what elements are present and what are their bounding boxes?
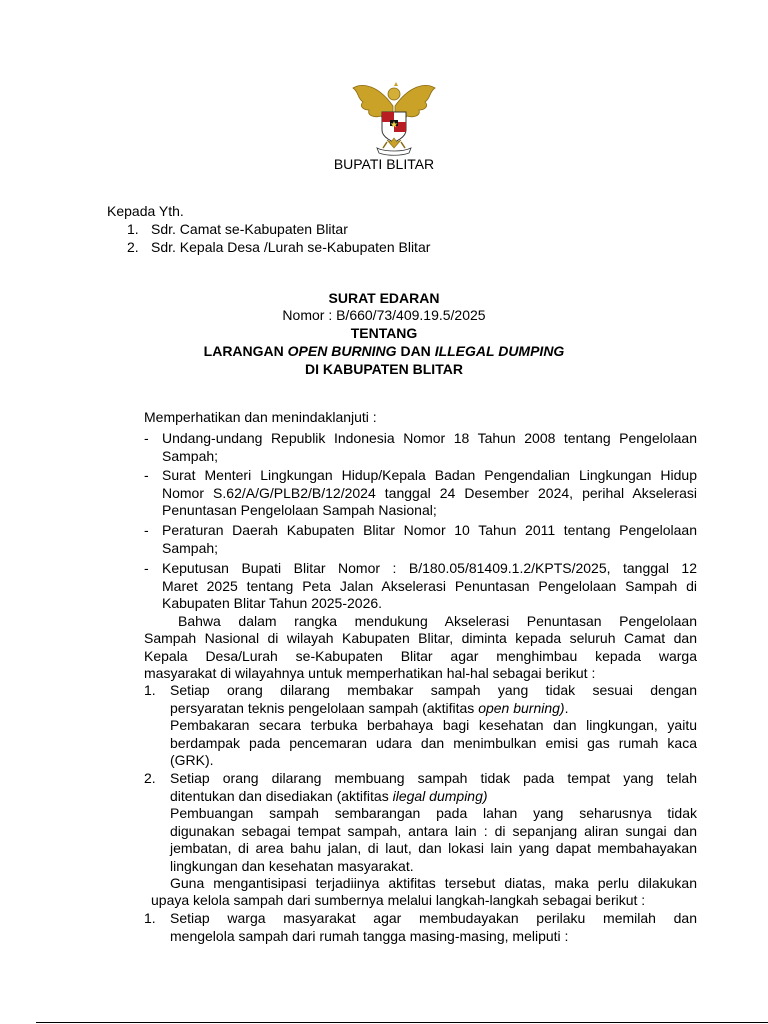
text-line: Bahwa dalam rangka mendukung Akselerasi Penuntasan Pengelolaan [178, 613, 697, 629]
text-line: Sampah Nasional di wilayah Kabupaten Blitar, diminta kepada seluruh Camat dan [144, 630, 697, 646]
page-bottom-rule [36, 1022, 768, 1023]
subject-prefix: LARANGAN [203, 343, 288, 359]
text-line: Surat Menteri Lingkungan Hidup/Kepala Badan Pengendalian Lingkungan Hidup [162, 467, 697, 483]
step-item [170, 910, 697, 945]
document-type: SURAT EDARAN [328, 290, 440, 306]
text-segment: . [564, 699, 569, 716]
text-line: mengelola sampah dari rumah tangga masing-masing, meliputi : [170, 927, 569, 944]
text-segment: persyaratan teknis pengelolaan sampah (aktifitas [170, 699, 479, 716]
bullet-marker: - [144, 467, 149, 483]
intro-text: Memperhatikan dan menindaklanjuti : [144, 409, 377, 425]
text-line: Setiap warga masyarakat agar membudayakan perilaku memilah dan [170, 910, 697, 926]
list-number: 2. [144, 770, 156, 786]
text-line: Sampah; [162, 539, 219, 556]
text-line: Guna mengantisipasi terjadiinya aktifitas tersebut diatas, maka perlu dilakukan [170, 875, 697, 891]
subject-term-open-burning: OPEN BURNING [287, 343, 397, 359]
page-title: BUPATI BLITAR [333, 156, 435, 172]
text-line [170, 700, 697, 718]
text-line: Sampah; [162, 447, 219, 464]
prohibition-item [170, 682, 697, 770]
appeal-paragraph [144, 630, 697, 683]
text-line [170, 788, 697, 806]
bullet-marker: - [144, 430, 149, 446]
consideration-item [162, 560, 697, 613]
text-line: Keputusan Bupati Blitar Nomor : B/180.05/81409.1.2/KPTS/2025, tanggal 12 [162, 560, 697, 576]
bullet-marker: - [144, 560, 149, 576]
term-open-burning: open burning) [478, 699, 565, 716]
text-line: jembatan, di area bahu jalan, di laut, dan lokasi lain yang dapat membahayakan [170, 840, 697, 856]
anticipation-paragraph-cont [151, 892, 697, 910]
text-line: Peraturan Daerah Kabupaten Blitar Nomor 10 Tahun 2011 tentang Pengelolaan [162, 522, 697, 538]
text-line: upaya kelola sampah dari sumbernya melalui langkah-langkah sebagai berikut : [151, 892, 646, 908]
bullet-marker: - [144, 522, 149, 538]
list-number: 1. [144, 682, 156, 698]
term-illegal-dumping: ilegal dumping) [392, 787, 488, 804]
consideration-item [162, 522, 697, 557]
text-line: berdampak pada pencemaran udara dan menimbulkan emisi gas rumah kaca [170, 734, 697, 751]
subject-mid: DAN [396, 343, 435, 359]
addressee-item: Sdr. Camat se-Kabupaten Blitar [151, 221, 348, 237]
document-about: TENTANG [350, 325, 418, 341]
subject-term-illegal-dumping: ILLEGAL DUMPING [434, 343, 565, 359]
text-line: Setiap orang dilarang membuang sampah tidak pada tempat yang telah [170, 770, 697, 786]
text-segment: ditentukan dan disediakan (aktifitas [170, 787, 393, 804]
addressee-number: 1. [127, 221, 139, 237]
addressee-greeting: Kepada Yth. [107, 203, 184, 219]
document-subject [0, 343, 768, 360]
text-line: Pembuangan sampah sembarangan pada lahan yang seharusnya tidak [170, 805, 697, 821]
text-line: Kabupaten Blitar Tahun 2025-2026. [162, 595, 383, 611]
text-line: Penuntasan Pengelolaan Sampah Nasional; [162, 502, 437, 518]
text-line: lingkungan dan kesehatan masyarakat. [170, 857, 414, 874]
text-line: Nomor S.62/A/G/PLB2/B/12/2024 tanggal 24 Desember 2024, perihal Akselerasi [162, 484, 697, 501]
list-number: 1. [144, 910, 156, 926]
garuda-emblem-icon [349, 76, 439, 156]
addressee-number: 2. [127, 239, 139, 255]
text-line: masyarakat di wilayahnya untuk memperhatikan hal-hal sebagai berikut : [144, 665, 596, 681]
consideration-item [162, 467, 697, 520]
text-line: (GRK). [170, 752, 214, 768]
text-line: Kepala Desa/Lurah se-Kabupaten Blitar agar menghimbau kepada warga [144, 647, 697, 664]
text-line: Pembakaran secara terbuka berbahaya bagi kesehatan dan lingkungan, yaitu [170, 717, 697, 733]
prohibition-item [170, 770, 697, 875]
text-line: Setiap orang dilarang membakar sampah yang tidak sesuai dengan [170, 682, 697, 698]
text-line: digunakan sebagai tempat sampah, antara lain : di sepanjang aliran sungai dan [170, 822, 697, 839]
text-line: Undang-undang Republik Indonesia Nomor 18 Tahun 2008 tentang Pengelolaan [162, 430, 697, 446]
consideration-item [162, 430, 697, 465]
addressee-item: Sdr. Kepala Desa /Lurah se-Kabupaten Blitar [151, 239, 431, 255]
appeal-paragraph-first-line [178, 613, 697, 631]
text-line: Maret 2025 tentang Peta Jalan Akselerasi Penuntasan Pengelolaan Sampah di [162, 577, 697, 594]
anticipation-paragraph [170, 875, 697, 893]
document-subject-line2: DI KABUPATEN BLITAR [305, 361, 463, 377]
document-number: Nomor : B/660/73/409.19.5/2025 [282, 307, 486, 323]
